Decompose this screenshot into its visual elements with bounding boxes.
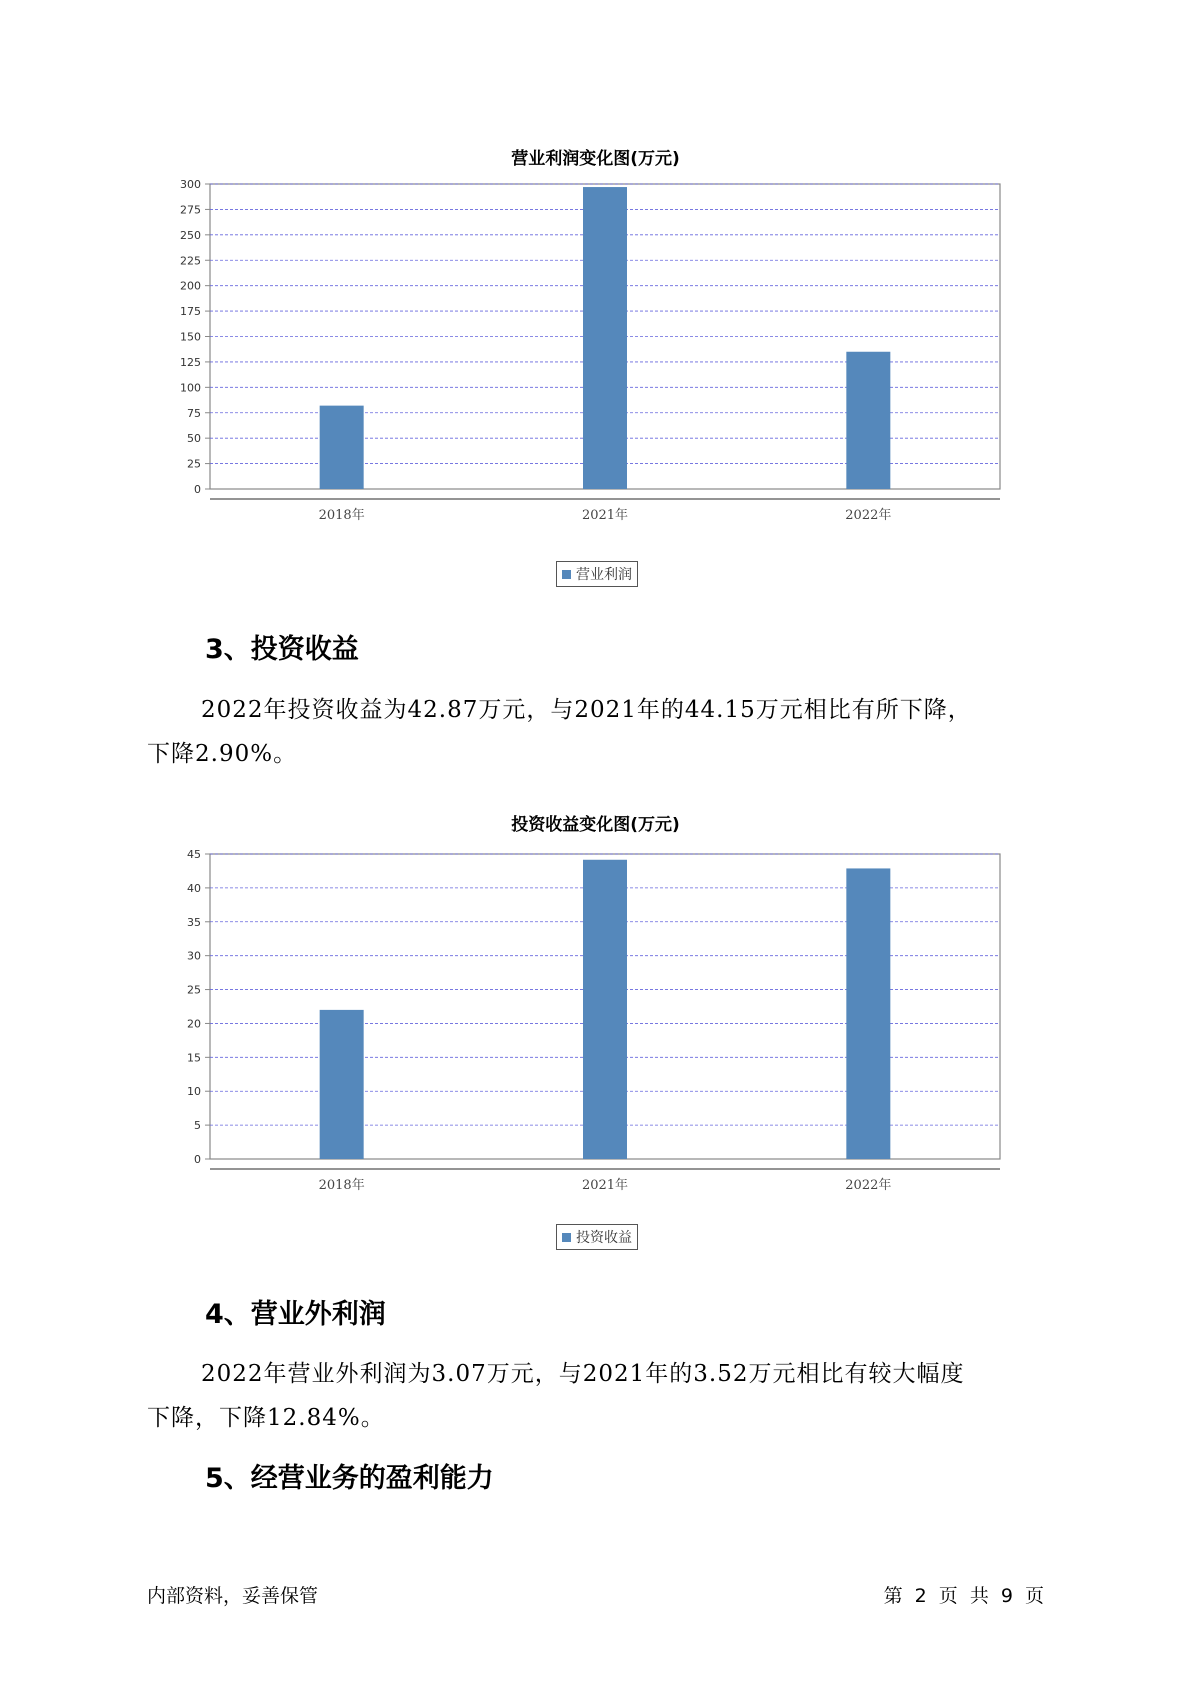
y-tick-label: 5 (194, 1119, 201, 1133)
chart-title: 营业利润变化图(万元) (511, 149, 680, 169)
chart-title: 投资收益变化图(万元) (511, 815, 680, 835)
y-tick-label: 125 (180, 355, 201, 369)
legend-swatch-icon (562, 1233, 571, 1242)
y-tick-label: 20 (187, 1017, 201, 1031)
paragraph-line: 下降2.90%。 (147, 741, 298, 767)
y-tick-label: 250 (180, 228, 201, 242)
bar-chart-investment-income (160, 840, 1040, 1193)
y-tick-label: 10 (187, 1085, 201, 1099)
section-heading: 5、经营业务的盈利能力 (205, 1463, 494, 1494)
y-tick-label: 15 (187, 1051, 201, 1065)
y-tick-label: 200 (180, 279, 201, 293)
y-tick-label: 35 (187, 915, 201, 929)
bar-chart-operating-profit (160, 170, 1040, 523)
footer-confidential-note: 内部资料，妥善保管 (147, 1585, 319, 1607)
x-tick-label: 2018年 (318, 1178, 365, 1193)
y-tick-label: 225 (180, 254, 201, 268)
y-tick-label: 275 (180, 203, 201, 217)
chart-legend (556, 1224, 638, 1250)
x-tick-label: 2022年 (845, 1178, 892, 1193)
section-paragraph (147, 688, 1047, 776)
bar (320, 1010, 364, 1159)
footer-page-number: 第 2 页 共 9 页 (883, 1585, 1044, 1607)
chart-plot (160, 840, 1040, 1193)
paragraph-line: 下降，下降12.84%。 (147, 1405, 385, 1431)
x-tick-label: 2021年 (581, 508, 629, 523)
y-tick-label: 0 (194, 1153, 201, 1166)
y-tick-label: 150 (180, 330, 201, 344)
y-tick-label: 175 (180, 305, 201, 319)
paragraph-line: 2022年投资收益为42.87万元，与2021年的44.15万元相比有所下降， (201, 697, 972, 723)
y-tick-label: 0 (194, 483, 201, 496)
section-heading: 4、营业外利润 (205, 1299, 386, 1330)
bar (846, 868, 890, 1159)
legend-label: 投资收益 (576, 1230, 632, 1246)
chart-plot (160, 170, 1040, 523)
section-heading: 3、投资收益 (205, 634, 359, 665)
bar (320, 406, 364, 489)
y-tick-label: 30 (187, 949, 201, 963)
bar (583, 860, 627, 1159)
legend-label: 营业利润 (576, 567, 632, 583)
x-tick-label: 2018年 (318, 508, 365, 523)
bar (846, 352, 890, 489)
legend-swatch-icon (562, 570, 571, 579)
x-tick-label: 2022年 (845, 508, 892, 523)
y-tick-label: 300 (180, 178, 201, 191)
paragraph-line: 2022年营业外利润为3.07万元，与2021年的3.52万元相比有较大幅度 (201, 1361, 965, 1387)
y-tick-label: 45 (187, 848, 201, 861)
y-tick-label: 50 (187, 432, 201, 446)
chart-legend (556, 561, 638, 587)
y-tick-label: 25 (187, 457, 201, 471)
section-paragraph (147, 1352, 1047, 1440)
y-tick-label: 100 (180, 381, 201, 395)
y-tick-label: 25 (187, 983, 201, 997)
y-tick-label: 40 (187, 881, 201, 895)
bar (583, 187, 627, 489)
y-tick-label: 75 (187, 406, 201, 420)
x-tick-label: 2021年 (581, 1178, 629, 1193)
